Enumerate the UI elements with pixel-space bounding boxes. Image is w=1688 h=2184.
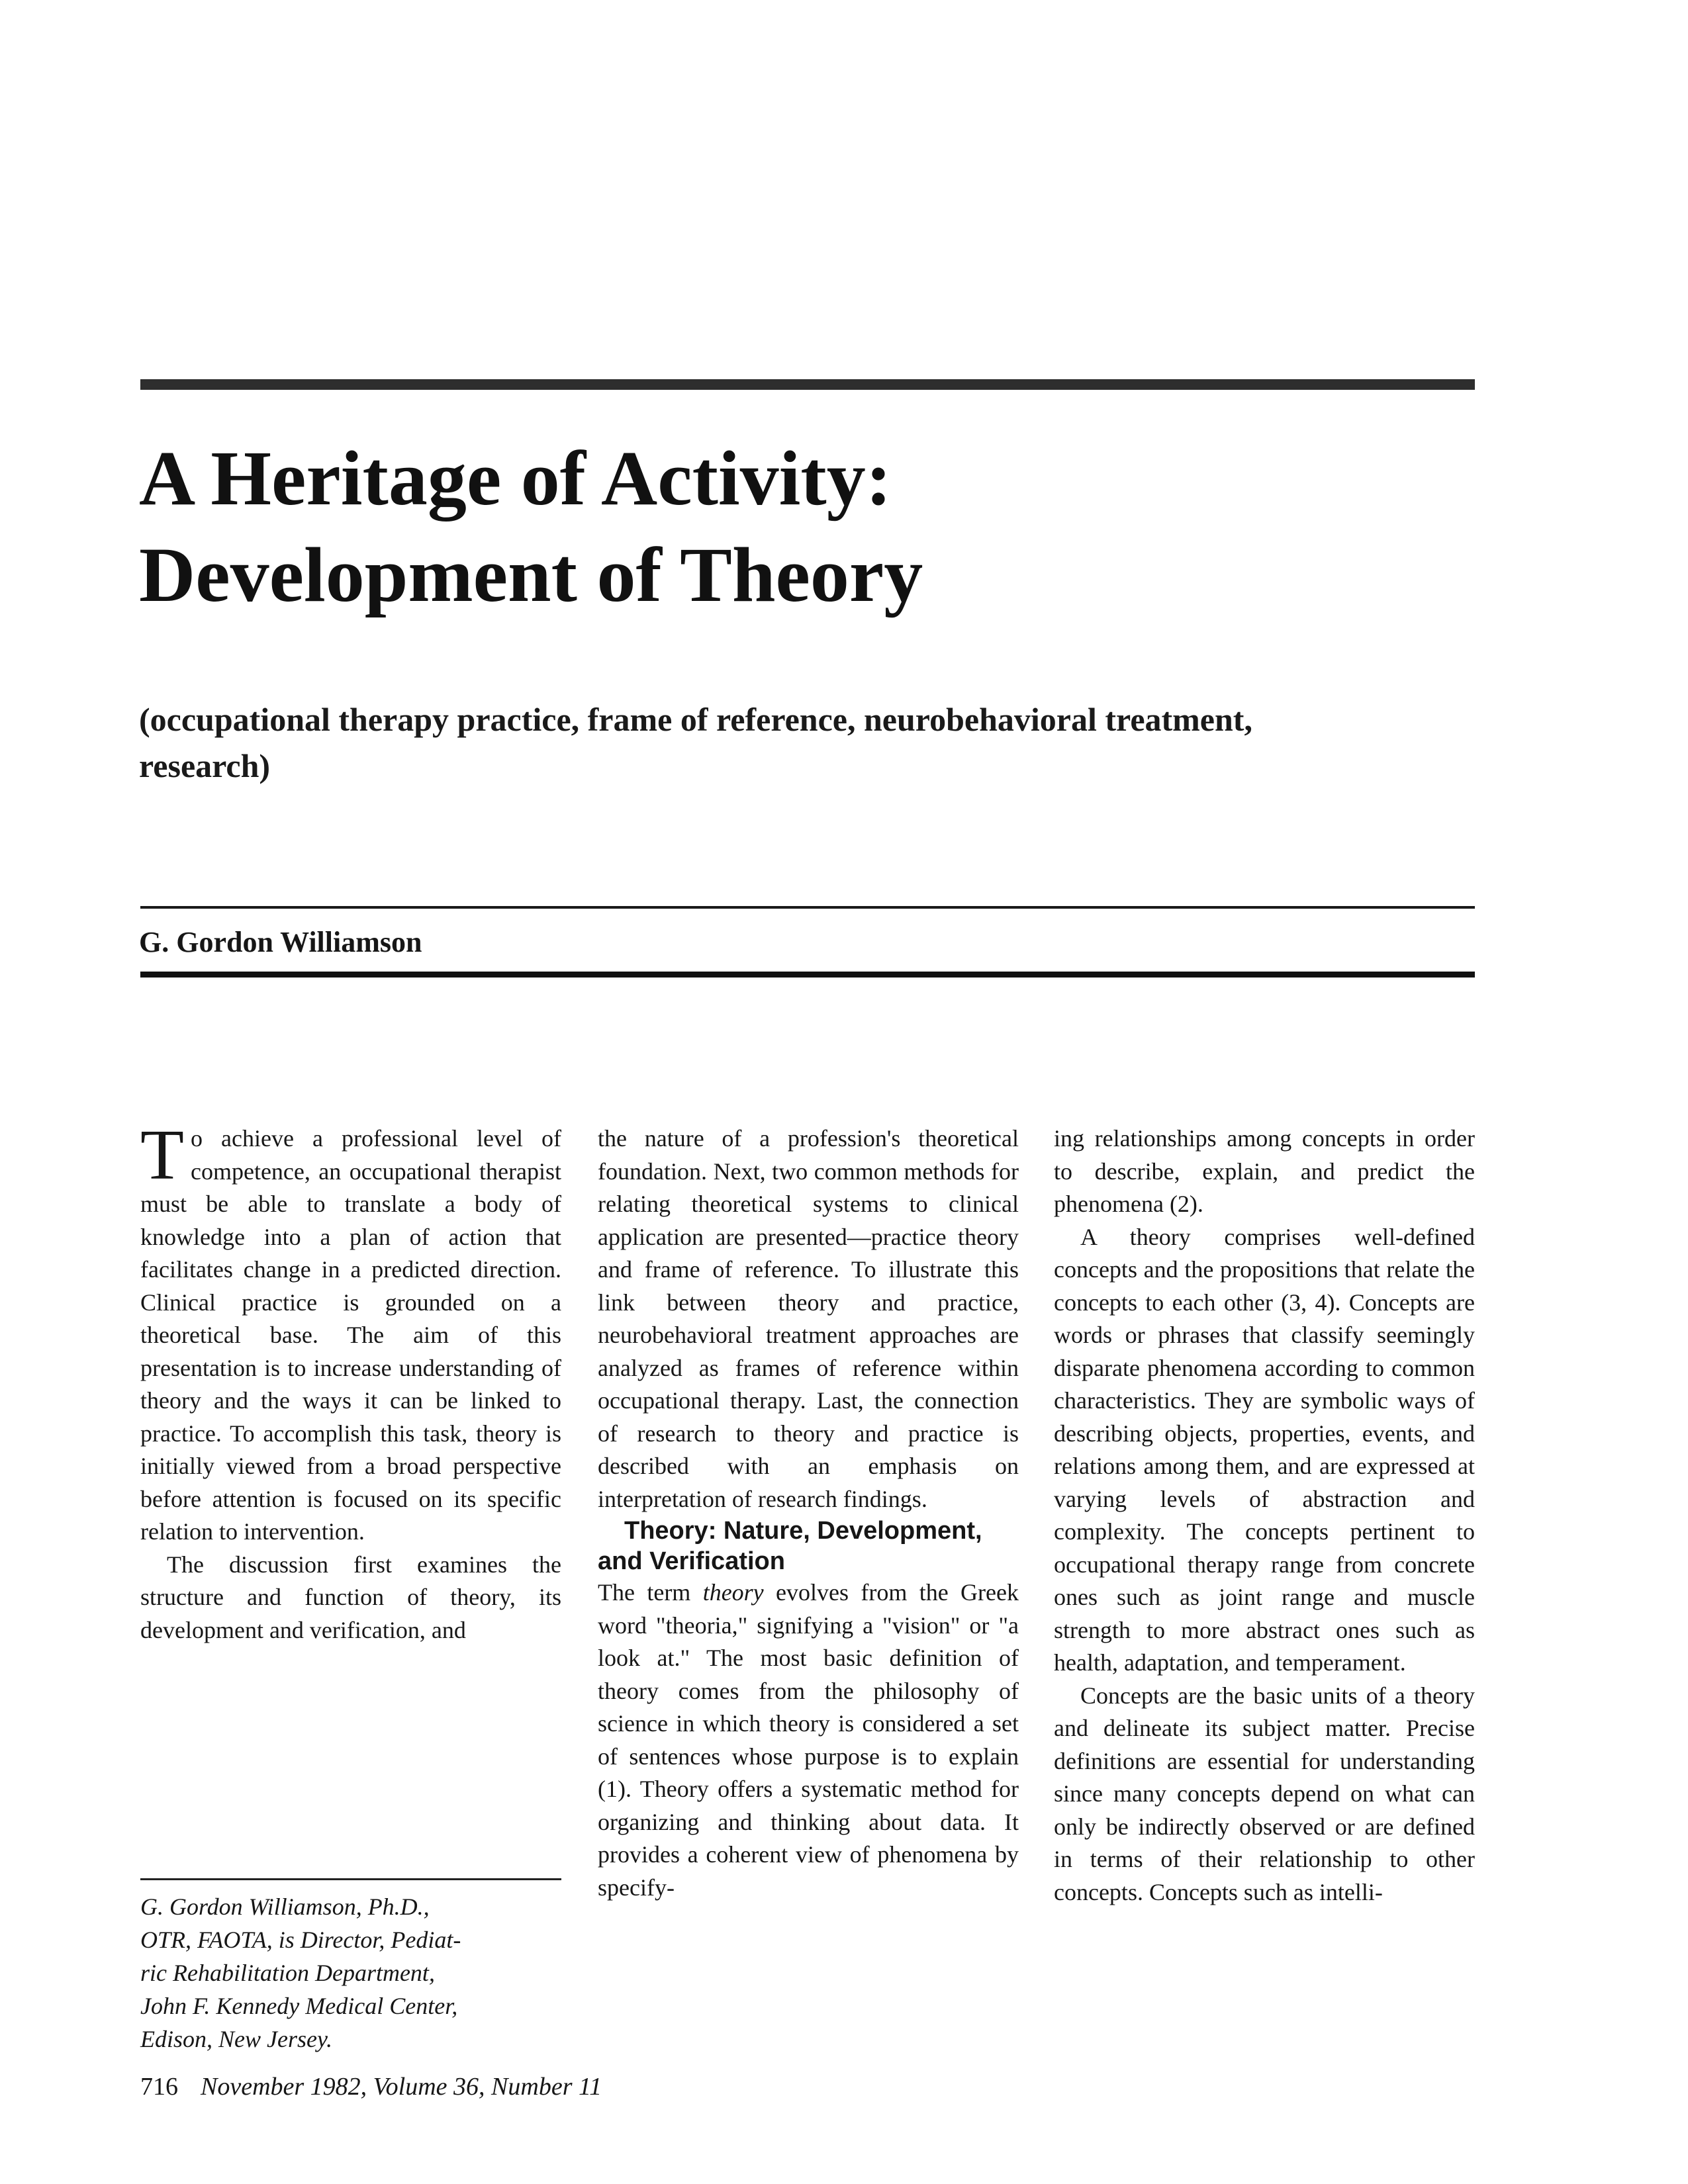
- author-rule-top: [140, 906, 1475, 909]
- paragraph: [140, 1116, 561, 1549]
- body-column-2: [598, 1122, 1019, 1904]
- paragraph-text: o achieve a professional level of competence, an occupational therapist must be able to translate a body of knowledge into a plan of action that facilitates change in a predicted direction. Clinical practice is grounded on a theoretical base. The aim of this presentation is to increase understanding of theory and the ways it can be linked to practice. To accomplish this task, theory is initially viewed from a broad perspective before attention is focused on its specific relation to intervention.: [140, 1125, 561, 1545]
- author-byline: G. Gordon Williamson: [139, 926, 422, 958]
- footnote-rule: [140, 1878, 561, 1880]
- title-line-2: Development of Theory: [139, 531, 923, 618]
- body-column-3: [1054, 1122, 1475, 1909]
- journal-issue: November 1982, Volume 36, Number 11: [201, 2073, 602, 2101]
- paragraph-text: evolves from the Greek word "theoria," signifying a "vision" or "a look at." The most basic definition of theory comes from the philosophy of science in which theory is considered a set of sentences whose purpose is to explain (1). Theory offers a systematic method for organizing and thinking about data. It provides a coherent view of phenomena by specify-: [598, 1579, 1019, 1901]
- title-line-1: A Heritage of Activity:: [139, 435, 892, 522]
- author-rule-bottom: [140, 972, 1475, 978]
- paragraph: Concepts are the basic units of a theory and delineate its subject matter. Precise definitions are essential for understanding since many concepts depend on what can only be indirectly observed or are defined in terms of their relationship to other concepts. Concepts such as intelli-: [1054, 1682, 1475, 1905]
- paragraph: A theory comprises well-defined concepts and the propositions that relate the concepts to each other (3, 4). Concepts are words or phrases that classify seemingly disparate phenomena according to common characteristics. They are symbolic ways of describing objects, properties, events, and relations among them, and are expressed at varying levels of abstraction and complexity. The concepts pertinent to occupational therapy range from concrete ones such as joint range and muscle strength to more abstract ones such as health, adaptation, and temperament.: [1054, 1223, 1475, 1676]
- footnote-line: OTR, FAOTA, is Director, Pediat-: [140, 1927, 461, 1953]
- footnote-line: G. Gordon Williamson, Ph.D.,: [140, 1893, 430, 1920]
- paragraph-text: The term: [598, 1579, 703, 1606]
- footnote-line: ric Rehabilitation Department,: [140, 1960, 435, 1986]
- paragraph: the nature of a profession's theoretical foundation. Next, two common methods for relating theoretical systems to clinical application are presented—practice theory and frame of reference. To illustrate this link between theory and practice, neurobehavioral treatment approaches are analyzed as frames of reference within occupational therapy. Last, the connection of research to theory and practice is described with an emphasis on interpretation of research findings.: [598, 1125, 1019, 1512]
- keywords: (occupational therapy practice, frame of reference, neurobehavioral treatment, research): [139, 701, 1252, 784]
- paragraph: ing relationships among concepts in order to describe, explain, and predict the phenomena (2).: [1054, 1125, 1475, 1217]
- footnote-line: John F. Kennedy Medical Center,: [140, 1993, 458, 2019]
- section-heading: Theory: Nature, Development, and Verification: [598, 1517, 982, 1575]
- top-rule: [140, 379, 1475, 390]
- paragraph: [598, 1576, 1019, 1904]
- author-footnote: [140, 1890, 577, 2056]
- page-number: 716: [140, 2073, 178, 2101]
- italic-term: theory: [702, 1579, 764, 1606]
- paragraph: The discussion first examines the structure and function of theory, its development and verification, and: [140, 1551, 561, 1643]
- body-column-1: [140, 1116, 561, 1647]
- page-footer: [140, 2070, 602, 2103]
- footnote-line: Edison, New Jersey.: [140, 2026, 332, 2052]
- article-title: [139, 430, 1397, 623]
- drop-cap: T: [140, 1116, 184, 1195]
